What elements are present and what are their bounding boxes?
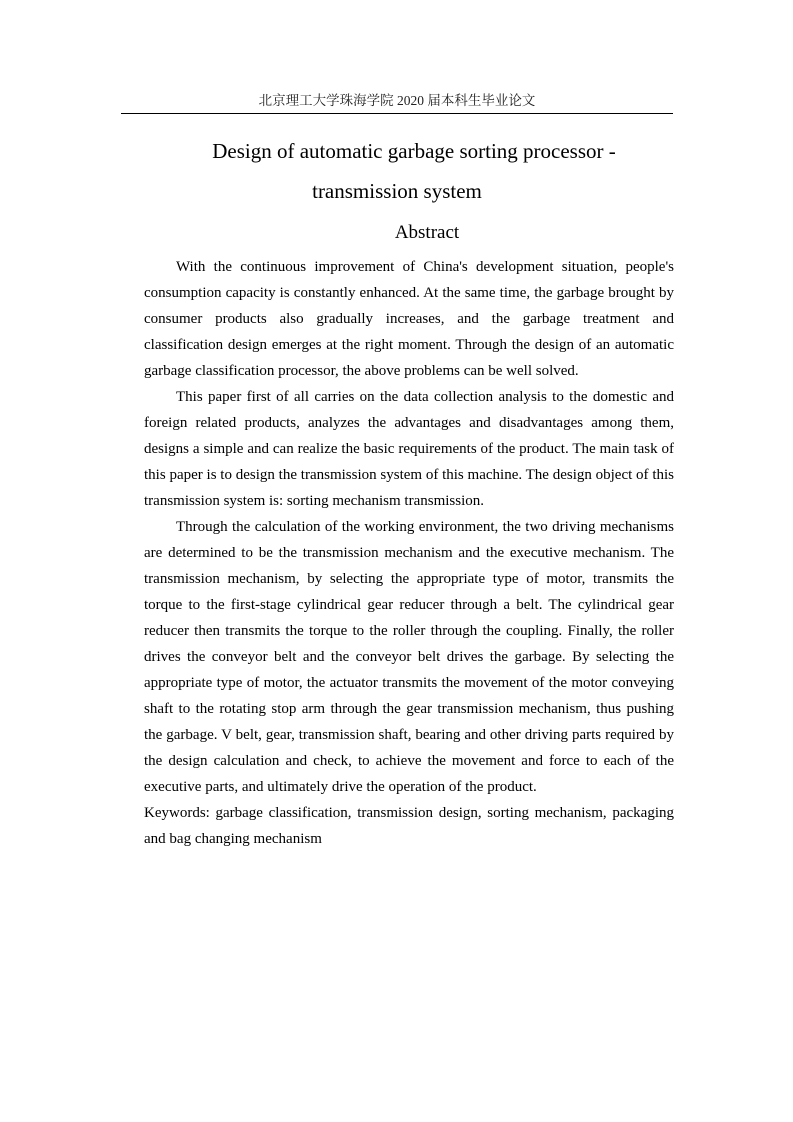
abstract-paragraph-1: With the continuous improvement of China's development situation, people's consumption capacity is constantly enhanced. At the same time, the garbage brought by consumer products also gradually increases, and the garbage treatment and classification design emerges at the right moment. Through the design of an automatic garbage classification processor, the above problems can be well solved. [144, 259, 674, 379]
thesis-title-text-1: Design of automatic garbage sorting processor - [212, 139, 616, 163]
thesis-title-text-2: transmission system [312, 179, 482, 203]
abstract-body [144, 254, 674, 852]
thesis-title-line-2 [121, 178, 673, 204]
keywords-line: Keywords: garbage classification, transmission design, sorting mechanism, packaging and bag changing mechanism [144, 805, 674, 847]
abstract-paragraph-3: Through the calculation of the working environment, the two driving mechanisms are determined to be the transmission mechanism and the executive mechanism. The transmission mechanism, by selecting the appropriate type of motor, transmits the torque to the first-stage cylindrical gear reducer through a belt. The cylindrical gear reducer then transmits the torque to the roller through the coupling. Finally, the roller drives the conveyor belt and the conveyor belt drives the garbage. By selecting the appropriate type of motor, the actuator transmits the movement of the motor conveying shaft to the rotating stop arm through the gear transmission mechanism, thus pushing the garbage. V belt, gear, transmission shaft, bearing and other driving parts required by the design calculation and check, to achieve the movement and force to each of the executive parts, and ultimately drive the operation of the product. [144, 519, 674, 795]
abstract-heading: Abstract [394, 222, 460, 243]
running-header: 北京理工大学珠海学院 2020 届本科生毕业论文 [258, 93, 536, 108]
header-rule [121, 113, 673, 114]
thesis-title-line-1 [121, 138, 673, 164]
abstract-paragraph-2: This paper first of all carries on the data collection analysis to the domestic and foreign related products, analyzes the advantages and disadvantages among them, designs a simple and can realize the basic requirements of the product. The main task of this paper is to design the transmission system of this machine. The design object of this transmission system is: sorting mechanism transmission. [144, 389, 674, 509]
